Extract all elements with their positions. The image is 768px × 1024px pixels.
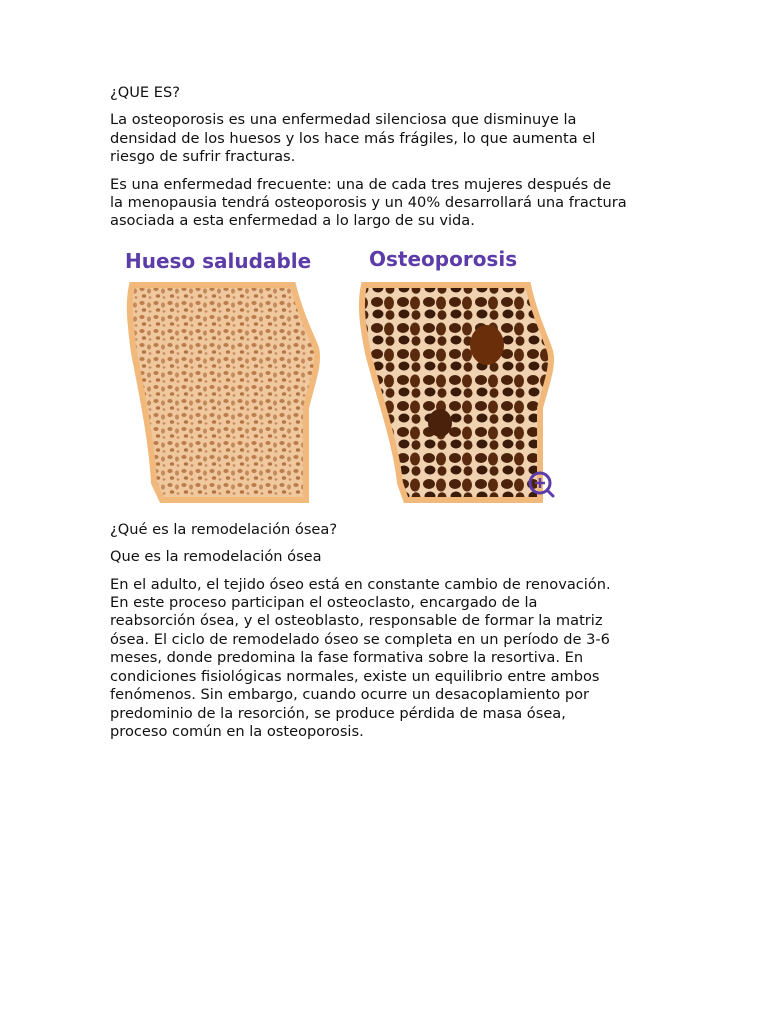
heading-remodelacion: Que es la remodelación ósea [110,548,322,566]
healthy-bone-illustration [128,281,323,503]
paragraph-frequency: Es una enfermedad frecuente: una de cada tres mujeres después de la menopausia tendrá osteoporosis y un 40% desarrollará una fractura asociada a esta enfermedad a lo largo de su vida. [110,175,627,230]
heading-remodelacion-question: ¿Qué es la remodelación ósea? [110,520,338,538]
bone-comparison-figure [110,243,570,508]
paragraph-definition: La osteoporosis es una enfermedad silenciosa que disminuye la densidad de los huesos y los hace más frágiles, lo que aumenta el riesgo de sufrir fracturas. [110,111,596,166]
label-healthy-bone: Hueso saludable [125,248,312,273]
document-body [110,84,670,750]
heading-que-es: ¿QUE ES? [110,84,181,101]
paragraph-remodelacion: En el adulto, el tejido óseo está en constante cambio de renovación. En este proceso participan el osteoclasto, encargado de la reabsorción ósea, y el osteoblasto, responsable de formar la matriz ósea. El ciclo de remodelado óseo se completa en un período de 3-6 meses, donde predomina la fase formativa sobre la resortiva. En condiciones fisiológicas normales, existe un equilibrio entre ambos fenómenos. Sin embargo, cuando ocurre un desacoplamiento por predominio de la resorción, se produce pérdida de masa ósea, proceso común en la osteoporosis. [110,575,611,740]
bone-comparison-illustration [110,243,570,508]
osteoporosis-bone-illustration [360,281,556,503]
label-osteoporosis: Osteoporosis [369,246,518,271]
